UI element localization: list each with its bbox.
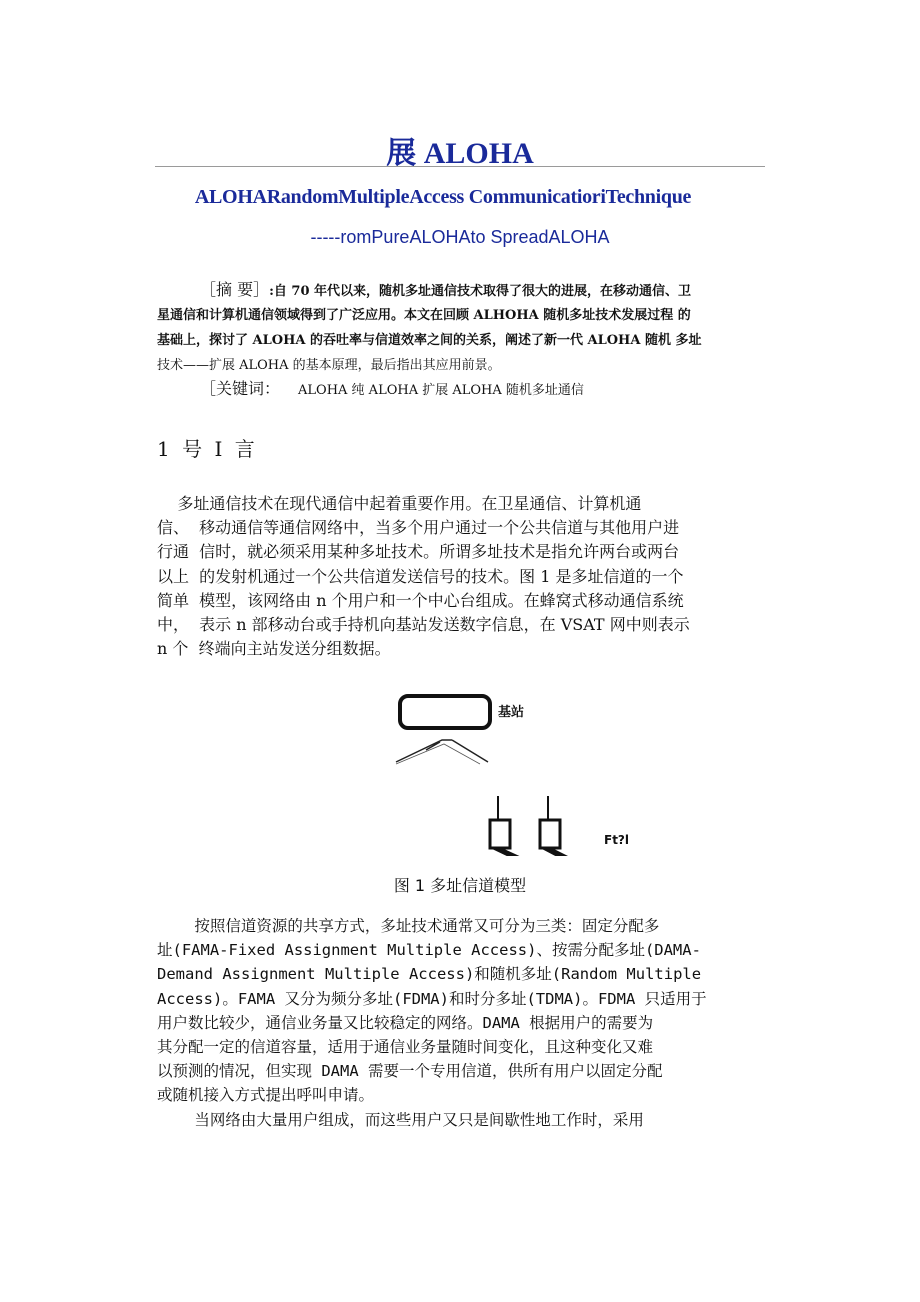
paragraph-line: 中， 表示 n 部移动台或手持机向基站发送数字信息，在 VSAT 网中则表示 xyxy=(157,615,690,635)
paragraph-line: 址(FAMA-Fixed Assignment Multiple Access)、按需分配多址(DAMA- xyxy=(157,941,701,960)
base-station-label: 基站 xyxy=(498,705,525,720)
abstract-line xyxy=(200,278,691,304)
base-station-box xyxy=(400,696,490,728)
abstract-line: 星通信和计算机通信领域得到了广泛应用。本文在回顾 ALHOHA 随机多址技术发展过程 的 xyxy=(157,308,691,323)
paragraph-line: 按照信道资源的共享方式，多址技术通常又可分为三类：固定分配多 xyxy=(157,917,660,935)
paragraph-2 xyxy=(157,914,757,1132)
abstract-text: :自 70 年代以来，随机多址通信技术取得了很大的进展，在移动通信、卫 xyxy=(269,284,692,299)
abstract-label: ［摘 要］ xyxy=(200,280,270,299)
keywords-line xyxy=(200,377,584,403)
paragraph-line: 以预测的情况，但实现 DAMA 需要一个专用信道，供所有用户以固定分配 xyxy=(157,1062,663,1081)
paragraph-line: 简单 模型，该网络由 n 个用户和一个中心台组成。在蜂窝式移动通信系统 xyxy=(157,590,684,610)
paragraph-line: Demand Assignment Multiple Access)和随机多址(Random Multiple xyxy=(157,965,702,984)
signal-lines xyxy=(396,740,488,762)
paragraph-line: 以上 的发射机通过一个公共信道发送信号的技术。图 1 是多址信道的一个 xyxy=(157,566,684,586)
keywords-label: ［关键词： xyxy=(200,379,281,398)
abstract-line: 基础上，探讨了 ALOHA 的吞吐率与信道效率之间的关系，阐述了新一代 ALOHA 随机 多址 xyxy=(157,333,702,348)
english-subtitle: -----romPureALOHAto SpreadALOHA xyxy=(310,227,610,247)
paragraph-line: Access)。FAMA 又分为频分多址(FDMA)和时分多址(TDMA)。FDMA 只适用于 xyxy=(157,989,707,1008)
english-title: ALOHARandomMultipleAccess CommunicatioriTechnique xyxy=(194,186,692,208)
figure-caption: 图 1 多址信道模型 xyxy=(393,876,527,895)
terminal-1 xyxy=(490,820,510,848)
terminal-label: Ft?l xyxy=(604,833,630,847)
title-divider xyxy=(155,166,765,167)
paper-title: 展 ALOHA xyxy=(386,137,534,170)
paragraph-line: 或随机接入方式提出呼叫申请。 xyxy=(157,1086,375,1105)
abstract-line: 技术——扩展 ALOHA 的基本原理，最后指出其应用前景。 xyxy=(157,358,501,373)
paragraph-line: 用户数比较少，通信业务量又比较稳定的网络。DAMA 根据用户的需要为 xyxy=(157,1013,654,1032)
section-heading: 1 号 I 言 xyxy=(157,437,258,461)
paragraph-1 xyxy=(157,492,757,661)
paragraph-line: 当网络由大量用户组成，而这些用户又只是间歇性地工作时，采用 xyxy=(157,1110,644,1129)
terminal-2-shadow xyxy=(540,848,596,856)
paragraph-line: 多址通信技术在现代通信中起着重要作用。在卫星通信、计算机通 xyxy=(157,494,642,513)
paragraph-line: 其分配一定的信道容量，适用于通信业务量随时间变化，且这种变化又难 xyxy=(157,1038,654,1057)
keywords-text: ALOHA 纯 ALOHA 扩展 ALOHA 随机多址通信 xyxy=(298,383,584,398)
paragraph-line: 信、 移动通信等通信网络中，当多个用户通过一个公共信道与其他用户进 xyxy=(157,518,680,538)
terminal-2 xyxy=(540,820,560,848)
multiple-access-channel-diagram xyxy=(380,686,680,856)
paragraph-line: n 个 终端向主站发送分组数据。 xyxy=(157,639,391,659)
paragraph-line: 行通 信时，就必须采用某种多址技术。所谓多址技术是指允许两台或两台 xyxy=(157,542,680,562)
